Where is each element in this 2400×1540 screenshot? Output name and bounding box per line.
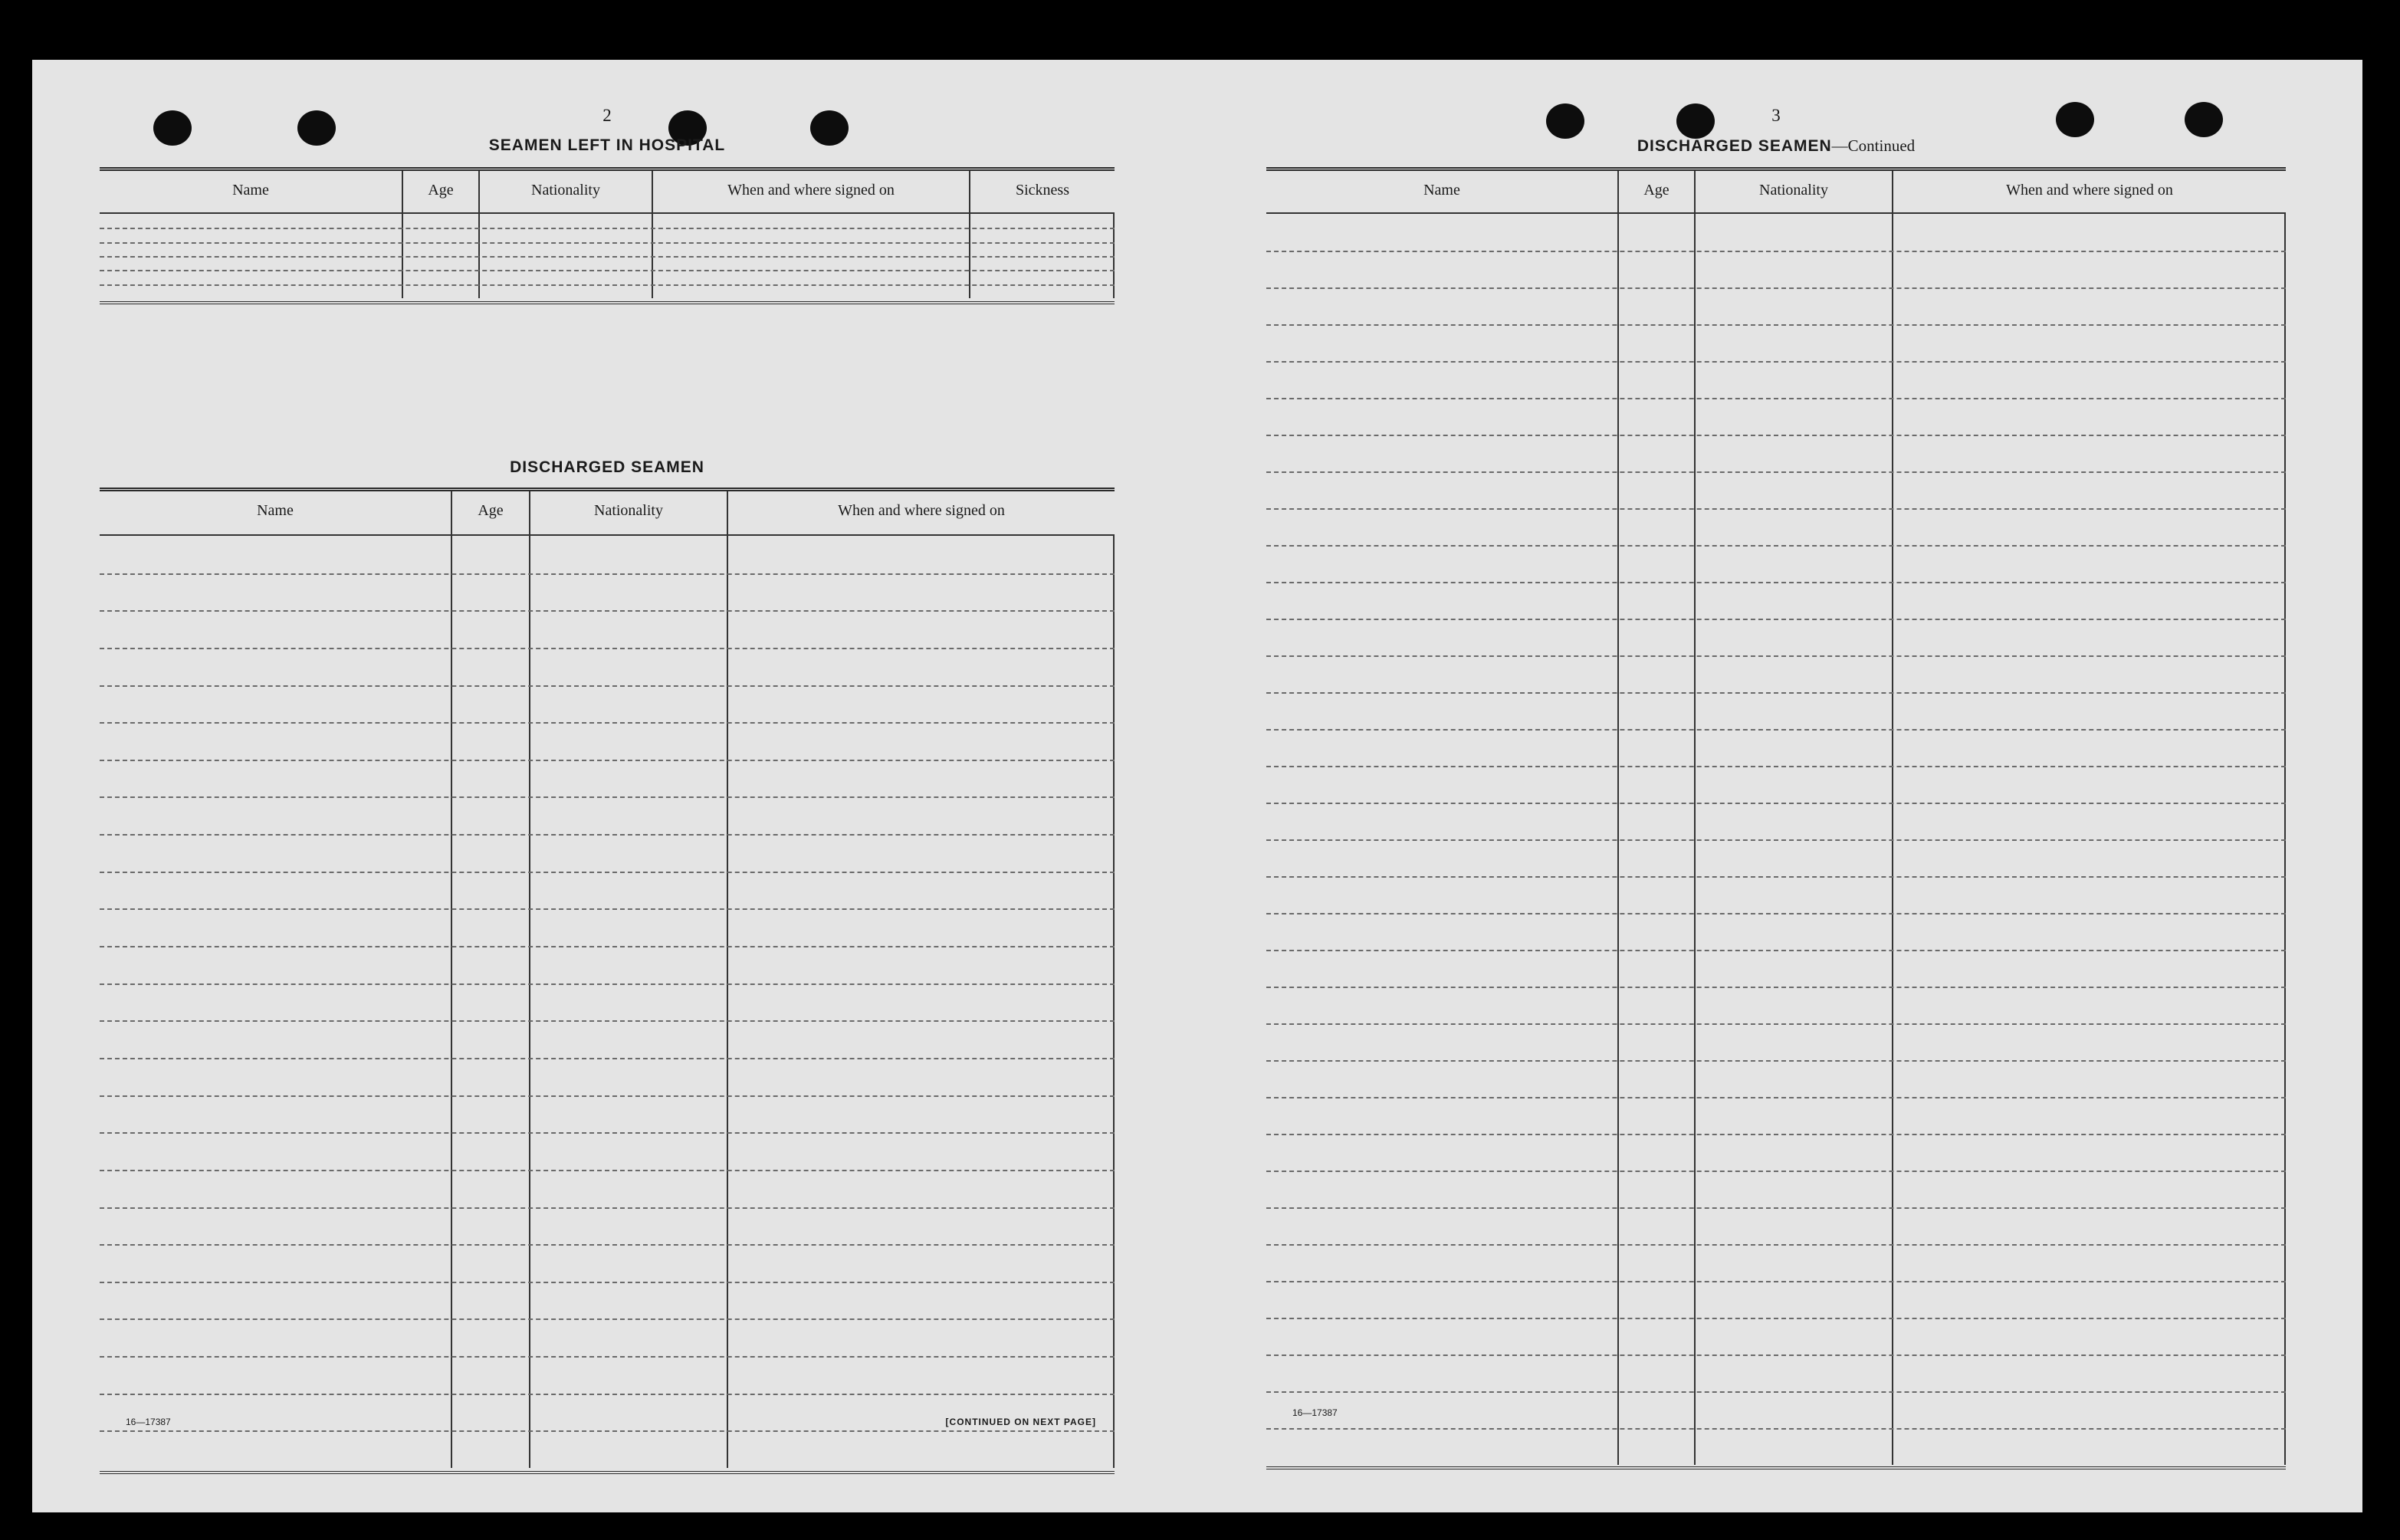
signed-on-column: [653, 214, 970, 298]
age-column: [1619, 214, 1696, 1465]
page-number: 2: [602, 106, 612, 125]
column-header-signed-on: When and where signed on: [838, 502, 1005, 519]
continued-note: [CONTINUED ON NEXT PAGE]: [945, 1417, 1096, 1427]
sickness-column: [970, 214, 1115, 298]
discharged-section-title: DISCHARGED SEAMEN: [510, 458, 704, 476]
form-code: 16—17387: [126, 1417, 171, 1427]
name-column: [1266, 214, 1619, 1465]
discharged-table-body: [100, 536, 1115, 1468]
nationality-column: [530, 536, 728, 1468]
name-column: [100, 536, 452, 1468]
column-header-age: Age: [1619, 171, 1696, 212]
hospital-table: [100, 167, 1115, 304]
hospital-section-title: SEAMEN LEFT IN HOSPITAL: [488, 136, 726, 154]
nationality-column: [480, 214, 653, 298]
title-suffix: —Continued: [1831, 136, 1916, 155]
signed-on-column: [1893, 214, 2286, 1465]
discharged-continued-table: [1266, 167, 2286, 1469]
discharged-table-header: [100, 491, 1115, 536]
column-header-signed-on: When and where signed on: [653, 171, 970, 212]
nationality-column: [1696, 214, 1893, 1465]
column-header-name: Name: [100, 491, 452, 534]
column-header-nationality: Nationality: [480, 171, 653, 212]
discharged-continued-title: [1266, 136, 2286, 156]
age-column: [452, 536, 530, 1468]
continued-table-header: [1266, 171, 2286, 214]
column-header-name: Name: [1266, 171, 1619, 212]
column-header-age: Age: [452, 491, 530, 534]
column-header-signed-on: When and where signed on: [2006, 182, 2173, 199]
continued-table-body: [1266, 214, 2286, 1465]
ledger-sheet: [32, 60, 2362, 1512]
column-header-nationality: Nationality: [1696, 171, 1893, 212]
name-column: [100, 214, 403, 298]
column-header-sickness: Sickness: [1016, 182, 1069, 199]
discharged-table: [100, 488, 1115, 1474]
hospital-table-header: [100, 171, 1115, 214]
signed-on-column: [728, 536, 1115, 1468]
title-text: DISCHARGED SEAMEN: [1637, 137, 1832, 155]
form-code: 16—17387: [1292, 1407, 1338, 1418]
hospital-table-body: [100, 214, 1115, 298]
page-number: 3: [1771, 106, 1781, 125]
column-header-nationality: Nationality: [530, 491, 728, 534]
age-column: [403, 214, 480, 298]
column-header-name: Name: [100, 171, 403, 212]
column-header-age: Age: [403, 171, 480, 212]
